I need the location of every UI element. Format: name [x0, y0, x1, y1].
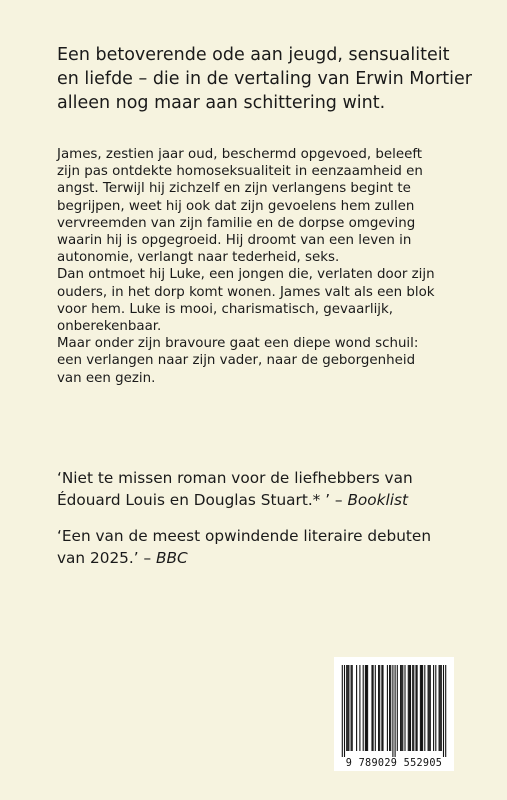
- barcode-bar: [382, 665, 383, 751]
- quote-source: BBC: [156, 549, 188, 567]
- barcode-bar: [379, 665, 380, 751]
- barcode-bars: [334, 657, 454, 771]
- quote-line: ‘Een van de meest opwindende literaire debuten: [57, 527, 432, 545]
- isbn-number: 9 789029 552905: [345, 758, 443, 769]
- barcode-bar: [408, 665, 409, 751]
- barcode-bar: [348, 665, 349, 751]
- barcode-bar: [433, 665, 434, 751]
- review-quote-booklist: [57, 467, 502, 511]
- barcode-bar: [366, 665, 367, 751]
- quote-line: [57, 489, 502, 511]
- blurb-line: James, zestien jaar oud, beschermd opgevoed, beleeft: [57, 147, 423, 162]
- barcode-bar: [440, 665, 441, 751]
- barcode-bar: [375, 665, 376, 751]
- quote-line: [57, 547, 502, 569]
- barcode-bar: [409, 665, 410, 751]
- blurb-line: Maar onder zijn bravoure gaat een diepe wond schuil:: [57, 336, 419, 352]
- barcode-bar: [420, 665, 421, 751]
- barcode-bar: [429, 665, 430, 751]
- barcode-bar: [356, 665, 357, 751]
- blurb: [57, 146, 502, 387]
- blurb-line: ouders, in het dorp komt wonen. James valt als een blok: [57, 284, 435, 300]
- blurb-line: Dan ontmoet hij Luke, een jongen die, verlaten door zijn: [57, 267, 435, 283]
- barcode-bar: [381, 665, 382, 751]
- barcode-bar: [387, 665, 388, 751]
- quote-text: van 2025.’ –: [57, 549, 157, 567]
- barcode-bar: [413, 665, 414, 751]
- barcode-bar: [430, 665, 431, 751]
- barcode-bar: [428, 665, 429, 751]
- barcode-bar: [422, 665, 423, 751]
- blurb-line: onberekenbaar.: [57, 319, 162, 335]
- blurb-line: van een gezin.: [57, 370, 156, 386]
- barcode-bar: [441, 665, 442, 751]
- barcode-bar: [401, 665, 402, 751]
- blurb-line: begrijpen, weet hij ook dat zijn gevoelens hem zullen: [57, 198, 415, 214]
- barcode-bar: [435, 665, 436, 751]
- tagline-line: Een betoverende ode aan jeugd, sensualiteit: [57, 45, 450, 65]
- quote-line: ‘Niet te missen roman voor de liefhebbers van: [57, 469, 413, 487]
- barcode-bar: [410, 665, 411, 751]
- barcode: [334, 657, 454, 771]
- barcode-bar: [439, 665, 440, 751]
- barcode-bar: [351, 665, 352, 751]
- tagline-line: en liefde – die in de vertaling van Erwin Mortier: [57, 69, 472, 89]
- barcode-bar: [347, 665, 348, 751]
- barcode-bar: [344, 665, 345, 757]
- blurb-line: angst. Terwijl hij zichzelf en zijn verlangens begint te: [57, 181, 411, 197]
- barcode-bar: [352, 665, 353, 751]
- barcode-bar: [400, 665, 401, 751]
- barcode-bar: [415, 665, 416, 751]
- barcode-bar: [417, 665, 418, 751]
- barcode-bar: [359, 665, 360, 751]
- blurb-line: zijn pas ontdekte homoseksualiteit in eenzaamheid en: [57, 164, 423, 180]
- barcode-bar: [342, 665, 343, 757]
- tagline-line: alleen nog maar aan schittering wint.: [57, 93, 386, 113]
- barcode-bar: [404, 665, 405, 751]
- barcode-bar: [445, 665, 446, 757]
- blurb-line: een verlangen naar zijn vader, naar de geborgenheid: [57, 353, 416, 369]
- barcode-bar: [390, 665, 391, 751]
- barcode-bar: [412, 665, 413, 751]
- barcode-bar: [392, 665, 393, 757]
- barcode-bar: [389, 665, 390, 751]
- barcode-bar: [443, 665, 444, 757]
- blurb-line: waarin hij is opgegroeid. Hij droomt van een leven in: [57, 233, 412, 249]
- blurb-line: vervreemden van zijn familie en de dorpse omgeving: [57, 215, 416, 231]
- barcode-bar: [365, 665, 366, 751]
- barcode-bar: [363, 665, 364, 751]
- quote-source: Booklist: [347, 491, 408, 509]
- blurb-line: voor hem. Luke is mooi, charismatisch, gevaarlijk,: [57, 301, 394, 317]
- barcode-bar: [402, 665, 403, 751]
- barcode-bar: [378, 665, 379, 751]
- barcode-bar: [397, 665, 398, 751]
- review-quote-bbc: [57, 525, 502, 569]
- barcode-bar: [421, 665, 422, 751]
- blurb-line: autonomie, verlangt naar tederheid, seks.: [57, 250, 340, 266]
- tagline: [57, 43, 497, 115]
- barcode-bar: [373, 665, 374, 751]
- barcode-bar: [367, 665, 368, 751]
- barcode-bar: [346, 665, 347, 751]
- barcode-bar: [424, 665, 425, 751]
- barcode-bar: [371, 665, 372, 751]
- barcode-bar: [395, 665, 396, 757]
- quote-text: Édouard Louis en Douglas Stuart.* ’ –: [57, 491, 348, 509]
